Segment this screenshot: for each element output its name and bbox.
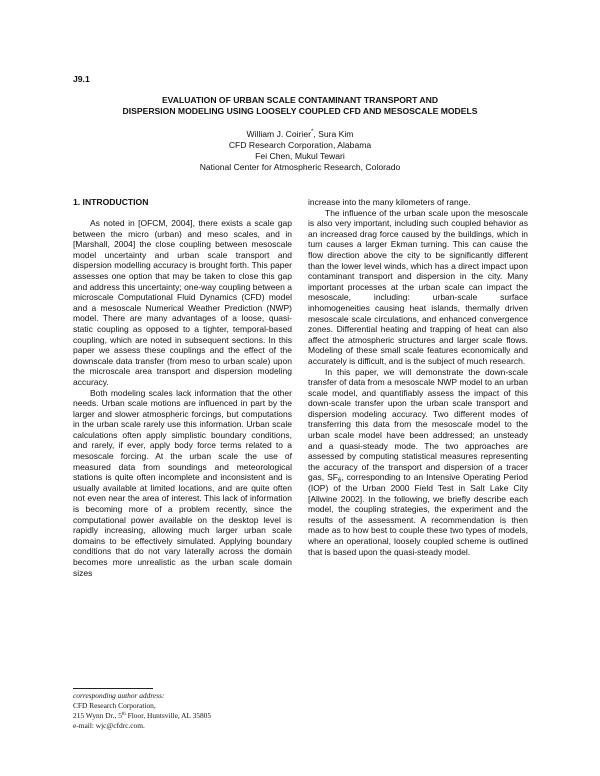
- author-affiliation-2: National Center for Atmospheric Research, Colorado: [199, 162, 401, 172]
- paper-title-line-1: EVALUATION OF URBAN SCALE CONTAMINANT TRANSPORT AND: [161, 95, 439, 105]
- author-name-1: William J. Coirier: [246, 129, 311, 139]
- footnote-rule: [73, 688, 153, 689]
- section-heading: 1. INTRODUCTION: [73, 197, 149, 207]
- paper-id: J9.1: [73, 74, 90, 84]
- footnote-organization: CFD Research Corporation,: [73, 701, 156, 710]
- author-line-1: [60, 129, 540, 139]
- subscript: 6: [337, 478, 342, 485]
- author-name-2: , Sura Kim: [313, 129, 354, 139]
- body-paragraph: The influence of the urban scale upon the mesoscale is also very important, including such coupled behavior as an increased drag force caused by the buildings, which in turn causes a larger Ekman turning. This can cause the flow direction above the city to be significantly different than the lower level winds, which has a direct impact upon contaminant transport and dispersion in the city. Many important processes at the urban scale can impact the mesoscale, including: urban-scale surface inhomogeneities causing heat islands, thermally driven mesoscale scale circulations, and enhanced convergence zones. Differential heating and trapping of heat can also affect the atmospheric structures and larger scale flows. Modeling of these small scale features economically and accurately is difficult, and is the subject of much research.: [308, 207, 528, 366]
- left-column: [73, 218, 292, 578]
- body-paragraph-continued: increase into the many kilometers of range.: [308, 197, 471, 207]
- author-affiliation-1: CFD Research Corporation, Alabama: [228, 140, 372, 150]
- author-line-2: Fei Chen, Mukul Tewari: [255, 151, 345, 161]
- footnote-heading: corresponding author address:: [73, 691, 165, 700]
- footnote-email: e-mail: wjc@cfdrc.com.: [73, 721, 145, 730]
- body-paragraph: Both modeling scales lack information that the other needs. Urban scale motions are influenced in part by the larger and slower atmospheric forcings, but computations in the urban scale rarely use this information. Urban scale calculations often apply simplistic boundary conditions, and rarely, if ever, apply body force terms related to a mesoscale forcing. At the urban scale the use of measured data from soundings and meteorological stations is quite often incomplete and inconsistent and is usually available at limited locations, and are quite often not even near the area of interest. This lack of information is becoming more of a problem recently, since the computational power available on the desktop level is rapidly increasing, allowing much larger urban scale domains to be effectively simulated. Applying boundary conditions that do not vary laterally across the domain becomes more unrealistic as the urban scale domain sizes: [73, 387, 292, 578]
- body-paragraph: As noted in [OFCM, 2004], there exists a scale gap between the micro (urban) and meso scales, and in [Marshall, 2004] the close coupling between mesoscale model uncertainty and urban scale transport and dispersion modelling accuracy is brought forth. This paper assesses one option that may be taken to close this gap and address this uncertainty; one-way coupling between a microscale Computational Fluid Dynamics (CFD) model and a mesoscale Numerical Weather Prediction (NWP) model. There are many advantages of a loose, quasi-static coupling as opposed to a tighter, temporal-based coupling, which are noted in subsequent sections. In this paper we assess these couplings and the effect of the downscale data transfer (from meso to urban scale) upon the microscale area transport and dispersion modeling accuracy.: [73, 218, 292, 387]
- footnote-address: 215 Wynn Dr., 5th Floor, Huntsville, AL 35805: [73, 711, 212, 720]
- right-column: [308, 197, 528, 557]
- body-paragraph: In this paper, we will demonstrate the down-scale transfer of data from a mesoscale NWP model to an urban scale model, and quantifiably assess the impact of this down-scale transfer upon the urban scale transport and dispersion modeling accuracy. Two different modes of transferring this data from the mesoscale model to the urban scale model have been addressed; an unsteady and a quasi-steady mode. The two approaches are assessed by computing statistical measures representing the accuracy of the transport and dispersion of a tracer gas, $SF_6$, corresponding to an Intensive Operating Period (IOP) of the Urban 2000 Field Test in Salt Lake City [Allwine 2002]. In the following, we briefly describe each model, the coupling strategies, the experiment and the results of the assessment. A recommendation is then made as to how best to couple these two types of models, where an operational, loosely coupled scheme is outlined that is based upon the quasi-steady model.: [308, 366, 528, 557]
- paper-title-line-2: DISPERSION MODELING USING LOOSELY COUPLED CFD AND MESOSCALE MODELS: [122, 106, 478, 116]
- corresponding-author-mark: *: [310, 129, 314, 135]
